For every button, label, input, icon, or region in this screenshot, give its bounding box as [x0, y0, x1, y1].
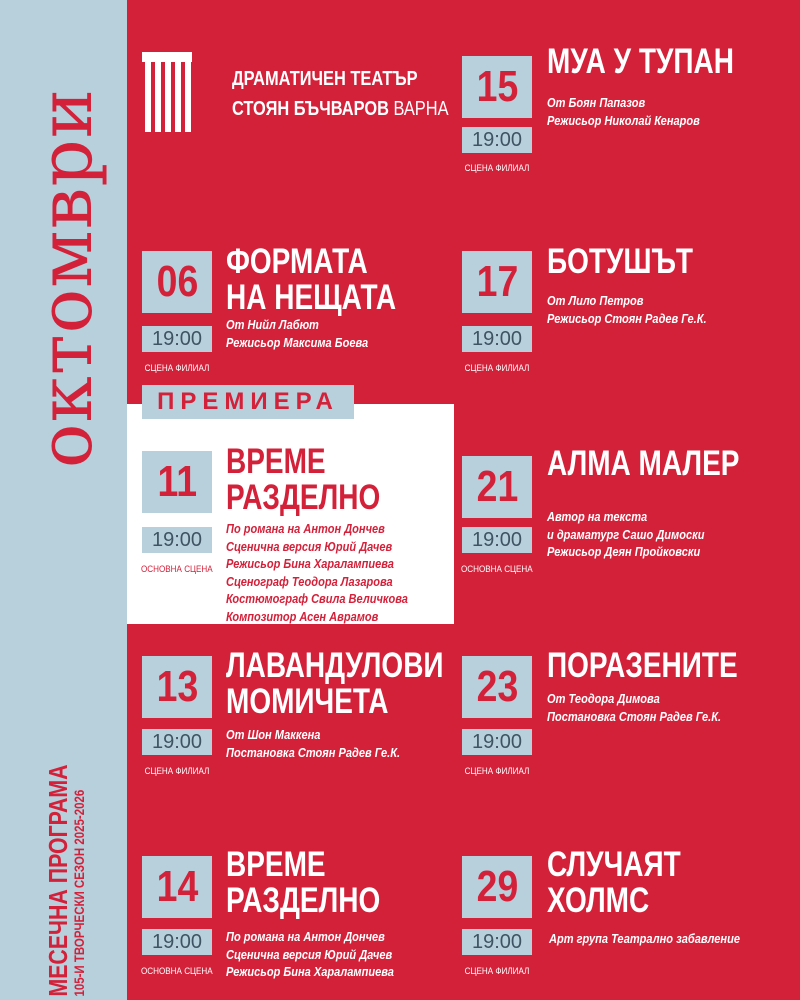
event-time: 19:00: [462, 527, 532, 553]
event-title: МУА У ТУПАН: [547, 42, 734, 81]
program-label: [45, 713, 87, 996]
event-credits: По романа на Антон Дончев Сценична версия Юрий Дачев Режисьор Бина Харалампиева: [226, 929, 394, 979]
theatre-city: ВАРНА: [393, 98, 449, 120]
event-credits: От Нийл Лабют Режисьор Максима Боева: [226, 317, 369, 350]
event-credits: Арт група Театрално забавление: [549, 931, 740, 946]
theatre-name: [232, 64, 449, 124]
season-subtitle: 105-И ТВОРЧЕСКИ СЕЗОН 2025-2026: [71, 789, 87, 997]
event-day: 17: [462, 251, 532, 313]
event-day: 29: [462, 856, 532, 918]
event-time: 19:00: [142, 929, 212, 955]
event-venue: СЦЕНА ФИЛИАЛ: [464, 363, 530, 373]
theatre-line-1: ДРАМАТИЧЕН ТЕАТЪР: [232, 68, 418, 90]
event-venue: СЦЕНА ФИЛИАЛ: [144, 363, 210, 373]
event-title: БОТУШЪТ: [547, 242, 694, 281]
event-day: 23: [462, 656, 532, 718]
event-time: 19:00: [142, 729, 212, 755]
event-day: 15: [462, 56, 532, 118]
event-title: ЛАВАНДУЛОВИ МОМИЧЕТА: [226, 646, 444, 721]
event-venue: СЦЕНА ФИЛИАЛ: [464, 766, 530, 776]
event-credits: От Боян Папазов Режисьор Николай Кенаров: [547, 95, 700, 128]
event-credits: По романа на Антон Дончев Сценична версия Юрий Дачев Режисьор Бина Харалампиева Сценограф Теодора Лазарова Костюмограф Свила Величкова Композитор Асен Аврамов: [226, 521, 408, 624]
event-venue: СЦЕНА ФИЛИАЛ: [144, 766, 210, 776]
event-time: 19:00: [462, 326, 532, 352]
event-time: 19:00: [462, 127, 532, 153]
event-title: ВРЕМЕ РАЗДЕЛНО: [226, 442, 381, 517]
theatre-logo-icon: [142, 52, 192, 132]
event-venue: СЦЕНА ФИЛИАЛ: [464, 163, 530, 173]
event-credits: Автор на текста и драматург Сашо Димоски Режисьор Деян Пройковски: [547, 509, 705, 559]
month-title: октомври: [23, 87, 109, 469]
event-venue: ОСНОВНА СЦЕНА: [141, 966, 213, 976]
event-credits: От Лило Петров Режисьор Стоян Радев Ге.К.: [547, 293, 707, 326]
event-time: 19:00: [142, 527, 212, 553]
event-credits: От Шон Маккена Постановка Стоян Радев Ге.К.: [226, 727, 401, 760]
sidebar: [0, 0, 127, 1000]
event-title: ВРЕМЕ РАЗДЕЛНО: [226, 845, 381, 920]
event-title: ПОРАЗЕНИТЕ: [547, 646, 738, 685]
event-venue: ОСНОВНА СЦЕНА: [461, 564, 533, 574]
event-day: 21: [462, 456, 532, 518]
event-title: СЛУЧАЯТ ХОЛМС: [547, 845, 681, 920]
event-day: 11: [142, 451, 212, 513]
event-title: АЛМА МАЛЕР: [547, 444, 740, 483]
event-time: 19:00: [462, 929, 532, 955]
event-venue: ОСНОВНА СЦЕНА: [141, 564, 213, 574]
theatre-line-2: [232, 94, 449, 124]
event-venue: СЦЕНА ФИЛИАЛ: [464, 966, 530, 976]
event-title: ФОРМАТА НА НЕЩАТА: [226, 242, 397, 317]
event-day: 13: [142, 656, 212, 718]
event-day: 06: [142, 251, 212, 313]
event-time: 19:00: [462, 729, 532, 755]
program-title: МЕСЕЧНА ПРОГРАМА: [43, 764, 73, 997]
premiere-badge: ПРЕМИЕРА: [142, 385, 354, 419]
event-credits: От Теодора Димова Постановка Стоян Радев Ге.К.: [547, 691, 722, 724]
event-time: 19:00: [142, 326, 212, 352]
event-day: 14: [142, 856, 212, 918]
theatre-namesake: СТОЯН БЪЧВАРОВ: [232, 98, 389, 120]
